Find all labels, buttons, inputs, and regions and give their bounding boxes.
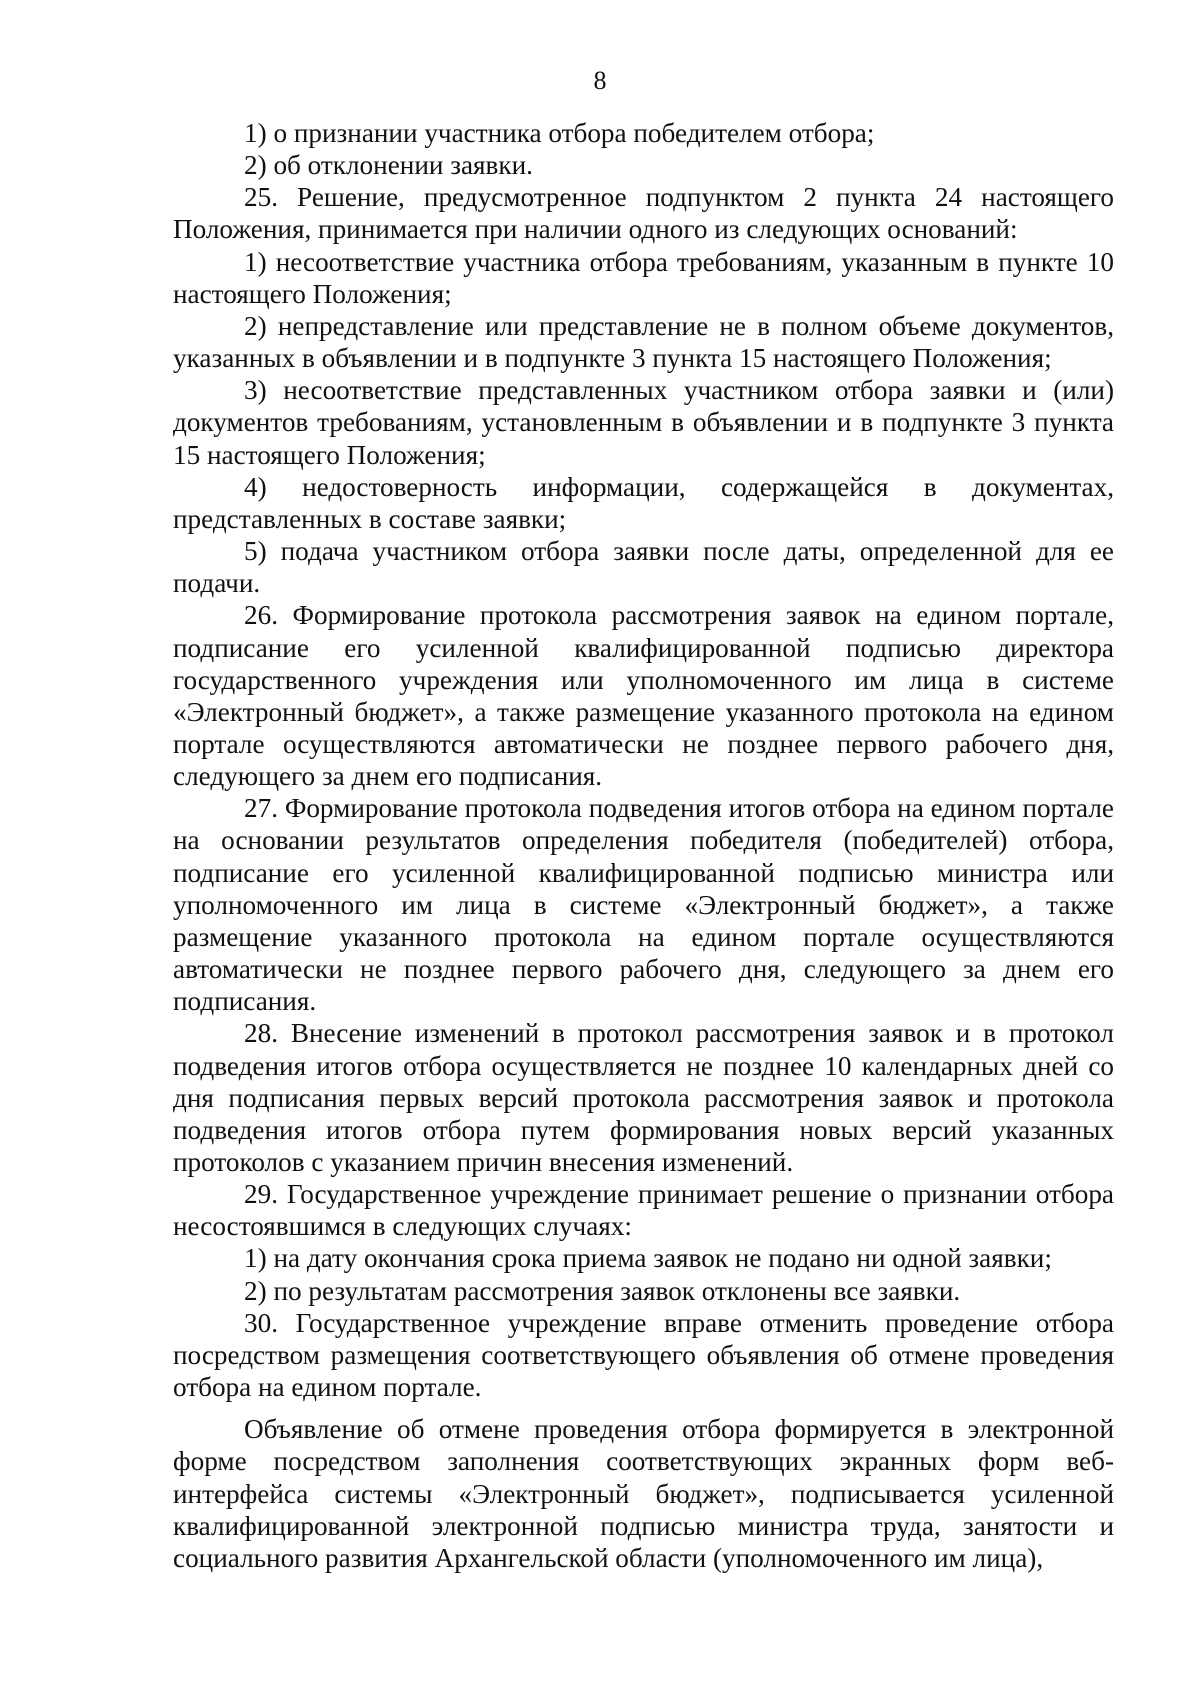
paragraph-25-subitem-1: 1) несоответствие участника отбора требованиям, указанным в пункте 10 настоящего Положения; (173, 246, 1114, 309)
paragraph-subitem-2-rejection: 2) об отклонении заявки. (244, 150, 533, 181)
paragraph-27: 27. Формирование протокола подведения итогов отбора на едином портале на основании результатов определения победителя (победителей) отбора, подписание его усиленной квалифицированной подписью министра или уполномоченного им лица в системе «Электронный бюджет», а также размещение указанного протокола на едином портале осуществляются автоматически не позднее первого рабочего дня, следующего за днем его подписания. (173, 793, 1114, 1017)
paragraph-29-subitem-2: 2) по результатам рассмотрения заявок отклонены все заявки. (244, 1275, 961, 1306)
paragraph-30: 30. Государственное учреждение вправе отменить проведение отбора посредством размещения соответствующего объявления об отмене проведения отбора на едином портале. (173, 1307, 1114, 1403)
paragraph-25-subitem-2: 2) непредставление или представление не в полном объеме документов, указанных в объявлении и в подпункте 3 пункта 15 настоящего Положения; (173, 310, 1114, 374)
paragraph-29: 29. Государственное учреждение принимает решение о признании отбора несостоявшимся в следующих случаях: (173, 1179, 1114, 1242)
paragraph-29-subitem-1: 1) на дату окончания срока приема заявок не подано ни одной заявки; (244, 1243, 1052, 1274)
paragraph-28: 28. Внесение изменений в протокол рассмотрения заявок и в протокол подведения итогов отбора осуществляется не позднее 10 календарных дней со дня подписания первых версий протокола рассмотрения заявок и протокола подведения итогов отбора путем формирования новых версий указанных протоколов с указанием причин внесения изменений. (173, 1018, 1114, 1177)
paragraph-25-subitem-4: 4) недостоверность информации, содержащейся в документах, представленных в составе заявки; (173, 471, 1114, 534)
paragraph-25-subitem-3: 3) несоответствие представленных участником отбора заявки и (или) документов требованиям, установленным в объявлении и в подпункте 3 пункта 15 настоящего Положения; (173, 375, 1114, 470)
paragraph-25-subitem-5: 5) подача участником отбора заявки после даты, определенной для ее подачи. (173, 536, 1114, 599)
page-number: 8 (593, 66, 607, 95)
paragraph-subitem-1-winner: 1) о признании участника отбора победителем отбора; (244, 118, 875, 148)
document-body (173, 117, 1114, 1574)
paragraph-cancellation-notice: Объявление об отмене проведения отбора формируется в электронной форме посредством заполнения соответствующих экранных форм веб-интерфейса системы «Электронный бюджет», подписывается усиленной квалифицированной электронной подписью министра труда, занятости и социального развития Архангельской области (уполномоченного им лица), (173, 1414, 1114, 1573)
paragraph-26: 26. Формирование протокола рассмотрения заявок на едином портале, подписание его усиленной квалифицированной подписью директора государственного учреждения или уполномоченного им лица в системе «Электронный бюджет», а также размещение указанного протокола на едином портале осуществляются автоматически не позднее первого рабочего дня, следующего за днем его подписания. (173, 600, 1114, 792)
paragraph-25: 25. Решение, предусмотренное подпунктом 2 пункта 24 настоящего Положения, принимается при наличии одного из следующих оснований: (173, 182, 1114, 245)
